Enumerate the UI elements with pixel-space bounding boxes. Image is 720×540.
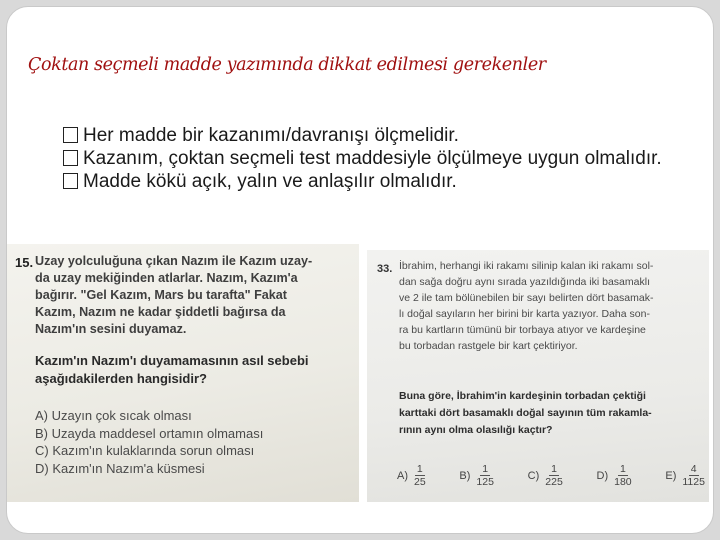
fraction <box>412 463 428 488</box>
bullet-item <box>63 147 683 170</box>
question-number: 15. <box>15 255 34 270</box>
question-33-photo <box>367 250 709 502</box>
fraction-numerator: 1 <box>551 463 557 475</box>
question-15-photo <box>7 244 359 502</box>
answer-option: D) Kazım'ın Nazım'a küsmesi <box>35 460 205 476</box>
slide-title: Çoktan seçmeli madde yazımında dikkat edilmesi gerekenler <box>28 55 546 75</box>
fraction-numerator: 1 <box>619 463 626 475</box>
fraction-numerator: 1 <box>482 463 489 475</box>
answer-option <box>397 463 428 488</box>
fraction-numerator: 4 <box>690 463 697 475</box>
answer-option: A) Uzayın çok sıcak olması <box>35 408 192 423</box>
slide <box>6 6 714 534</box>
checkbox-bullet-icon <box>63 173 78 189</box>
question-prompt: Kazım'ın Nazım'ı duyamamasının asıl sebebi aşağıdakilerden hangisidir? <box>35 353 309 386</box>
fraction-denominator: 180 <box>614 476 632 488</box>
answer-option <box>528 463 565 488</box>
answer-option: B) Uzayda maddesel ortamın olmaması <box>35 425 264 441</box>
fraction <box>612 463 634 488</box>
answer-option: C) Kazım'ın kulaklarında sorun olması <box>35 443 255 458</box>
fraction-denominator: 25 <box>414 476 426 488</box>
fraction <box>680 463 707 488</box>
bullet-list <box>63 124 683 193</box>
option-letter: B) <box>459 469 471 482</box>
fraction <box>543 463 565 488</box>
option-letter: A) <box>397 469 408 482</box>
fraction <box>474 463 496 488</box>
answer-option <box>665 463 707 488</box>
checkbox-bullet-icon <box>63 127 78 143</box>
bullet-text: Madde kökü açık, yalın ve anlaşılır olmalıdır. <box>83 171 457 192</box>
question-stem: İbrahim, herhangi iki rakamı silinip kalan iki rakamı sol- dan sağa doğru aynı sırada yazıldığında iki basamaklı ve 2 ile tam bölünebilen bir sayı belirten dört basamak- lı doğal sayıların her birini bir karta yazıyor. Daha son- ra bu kartların tümünü bir torbaya atıyor ve kardeşine bu torbadan rastgele bir kart çektiriyor. <box>399 260 654 352</box>
option-letter: E) <box>665 469 677 482</box>
answer-options <box>35 407 263 477</box>
fraction-denominator: 1125 <box>682 476 705 488</box>
option-letter: D) <box>596 469 609 482</box>
answer-options <box>397 463 707 488</box>
fraction-denominator: 225 <box>545 476 563 488</box>
answer-option <box>597 463 634 488</box>
fraction-numerator: 1 <box>416 463 423 475</box>
bullet-item <box>63 124 683 147</box>
answer-option <box>459 463 496 488</box>
question-stem: Uzay yolculuğuna çıkan Nazım ile Kazım uzay- da uzay mekiğinden atlarlar. Nazım, Kazım'a bağırır. "Gel Kazım, Mars bu tarafta" Fakat Kazım, Nazım ne kadar şiddetli bağırsa da Nazım'ın sesini duyamaz. <box>35 254 313 336</box>
question-number: 33. <box>377 263 393 275</box>
checkbox-bullet-icon <box>63 150 78 166</box>
bullet-item <box>63 170 683 193</box>
bullet-text: Kazanım, çoktan seçmeli test maddesiyle ölçülmeye uygun olmalıdır. <box>83 148 662 169</box>
fraction-denominator: 125 <box>476 476 494 488</box>
bullet-text: Her madde bir kazanımı/davranışı ölçmelidir. <box>83 125 459 146</box>
option-letter: C) <box>527 469 540 482</box>
question-prompt: Buna göre, İbrahim'in kardeşinin torbadan çektiği karttaki dört basamaklı doğal sayının tüm rakamla- rının aynı olma olasılığı kaçtır? <box>399 390 652 436</box>
